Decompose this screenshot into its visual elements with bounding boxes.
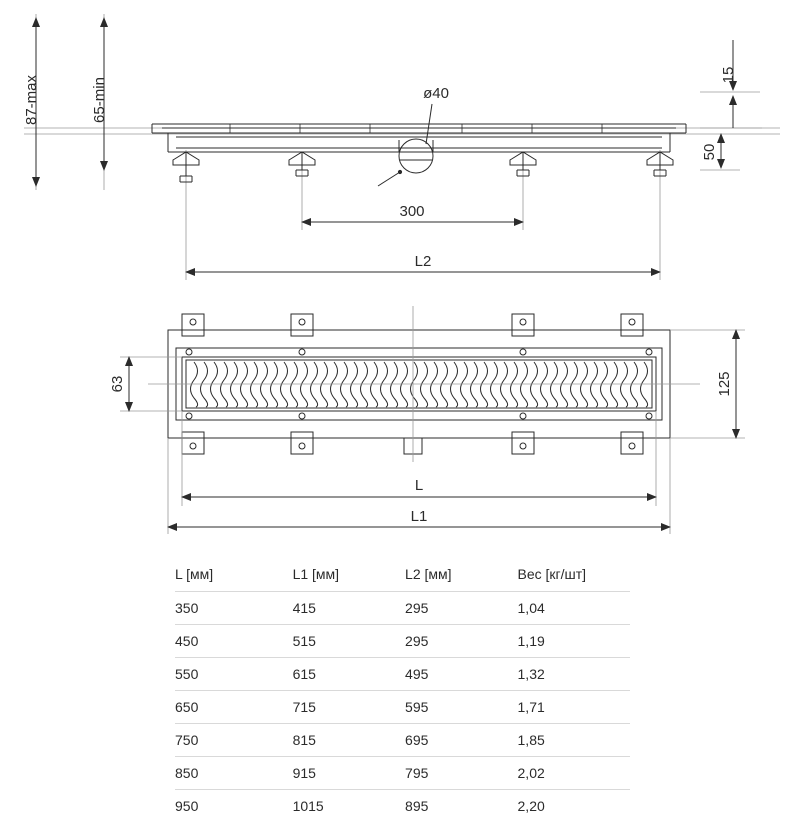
dim-length-l1: L1: [411, 508, 428, 525]
specification-table: [175, 560, 630, 822]
col-header-weight: Вес [кг/шт]: [518, 560, 630, 592]
dim-top-thickness: 15: [720, 67, 737, 84]
table-body: [175, 592, 630, 822]
cell-l1: 415: [293, 592, 405, 625]
cell-l2: 795: [405, 757, 517, 790]
col-header-l2: L2 [мм]: [405, 560, 517, 592]
table-row: [175, 658, 630, 691]
dim-foot-spacing: 300: [399, 203, 424, 220]
dim-body-width: 125: [716, 371, 733, 396]
cell-l2: 895: [405, 790, 517, 822]
cell-weight: 2,02: [518, 757, 630, 790]
table-row: [175, 691, 630, 724]
cell-weight: 1,71: [518, 691, 630, 724]
dim-grate-width: 63: [109, 376, 126, 393]
cell-weight: 2,20: [518, 790, 630, 822]
col-header-l1: L1 [мм]: [293, 560, 405, 592]
cell-weight: 1,85: [518, 724, 630, 757]
cell-weight: 1,32: [518, 658, 630, 691]
dim-outlet-diameter: ø40: [423, 85, 449, 102]
cell-weight: 1,19: [518, 625, 630, 658]
dim-length-l: L: [415, 477, 423, 494]
cell-l1: 1015: [293, 790, 405, 822]
dimensions-table: [175, 560, 630, 822]
cell-l: 350: [175, 592, 293, 625]
cell-l: 450: [175, 625, 293, 658]
cell-l: 550: [175, 658, 293, 691]
cell-l2: 295: [405, 625, 517, 658]
table-row: [175, 592, 630, 625]
table-row: [175, 757, 630, 790]
cell-l1: 615: [293, 658, 405, 691]
dim-body-height: 50: [701, 144, 718, 161]
cell-l1: 515: [293, 625, 405, 658]
cell-l: 750: [175, 724, 293, 757]
dim-length-l2: L2: [415, 253, 432, 270]
cell-l2: 595: [405, 691, 517, 724]
cell-l: 950: [175, 790, 293, 822]
cell-l2: 295: [405, 592, 517, 625]
cell-l1: 915: [293, 757, 405, 790]
dim-height-min: 65-min: [91, 77, 108, 123]
cell-l2: 495: [405, 658, 517, 691]
cell-l: 850: [175, 757, 293, 790]
cell-l1: 815: [293, 724, 405, 757]
table-row: [175, 790, 630, 822]
table-row: [175, 724, 630, 757]
cell-l1: 715: [293, 691, 405, 724]
table-header-row: [175, 560, 630, 592]
cell-l: 650: [175, 691, 293, 724]
col-header-l: L [мм]: [175, 560, 293, 592]
cell-l2: 695: [405, 724, 517, 757]
dim-height-max: 87-max: [23, 74, 40, 125]
cell-weight: 1,04: [518, 592, 630, 625]
table-row: [175, 625, 630, 658]
